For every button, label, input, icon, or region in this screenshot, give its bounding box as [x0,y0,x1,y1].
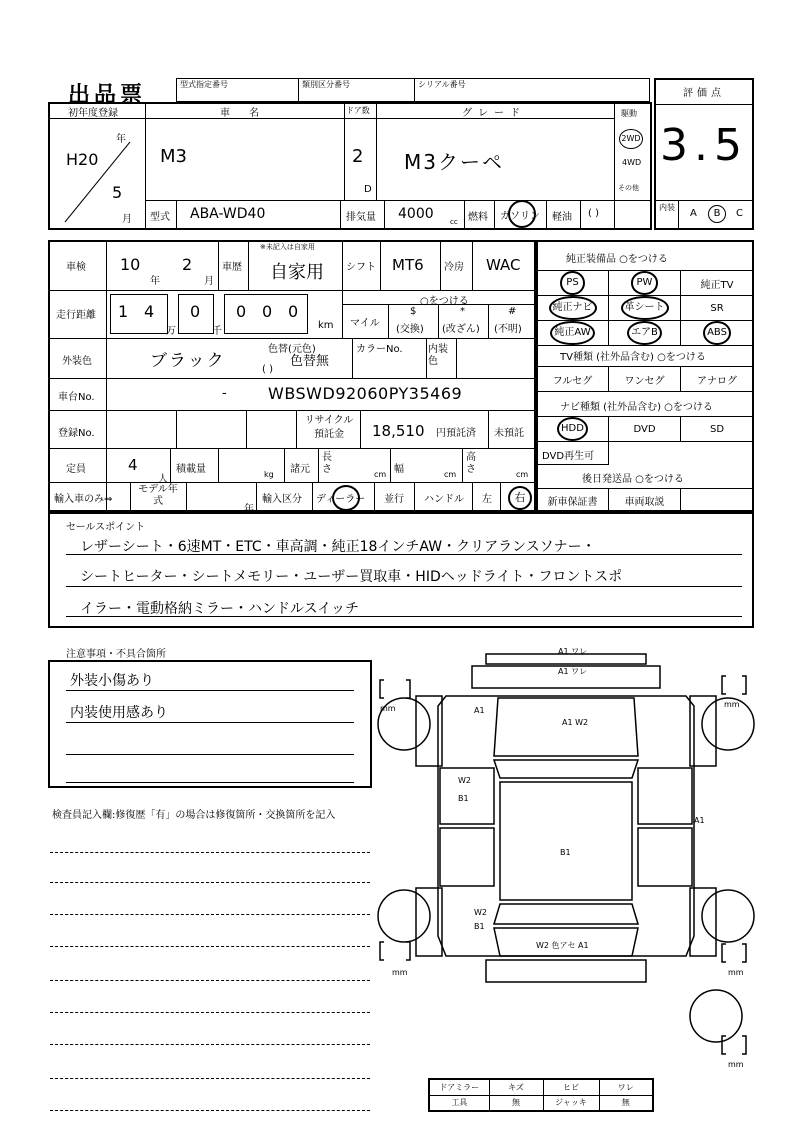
tools-label: 工具 [429,1095,489,1111]
grade-label: グレード [462,108,526,119]
later-shipping-title: 後日発送品 ○をつける [582,474,684,485]
tools-value: 無 [489,1095,543,1111]
later-shipping-table [536,488,754,512]
repaint-original: ( ) [262,364,273,375]
displacement-value: 4000 [398,206,434,222]
tire-rl-unit: mm [392,968,408,977]
mark-rear-quarter-b1: B1 [474,922,485,931]
year-unit: 年 [116,134,126,145]
car-name: M3 [160,146,187,167]
import-category-label: 輸入区分 [262,494,302,505]
mileage-sen-unit: 千 [212,326,222,337]
chassis-label: 車台No. [58,392,95,403]
exchange-option[interactable]: (交換) [396,324,424,335]
note-line-4 [66,782,354,783]
model-year-unit: 年 [244,504,254,515]
drive-2wd[interactable]: 2WD [619,129,643,149]
displacement-unit: cc [450,218,458,226]
type-designation-field[interactable]: 型式指定番号 [177,79,299,102]
top-fields-table [176,78,650,102]
mileage-digit-6: 0 [288,302,299,321]
doors-value: 2 [352,146,364,167]
unknown-option[interactable]: (不明) [494,324,522,335]
mile-option[interactable]: マイル [350,318,380,329]
equip-leather-seat[interactable]: 革シート [621,296,669,320]
shaken-year-unit: 年 [150,276,160,287]
navi-hdd[interactable]: HDD [557,417,588,441]
navi-sd[interactable]: SD [681,417,754,442]
equip-pw[interactable]: PW [631,271,659,295]
model-label: 型式 [150,212,170,223]
mileage-digit-1: 1 [118,302,129,321]
drive-label: 駆動 [621,109,637,118]
doors-suffix: D [364,184,372,195]
mark-right-side: A1 [694,816,705,825]
history-label: 車歴 [222,262,242,273]
note-line-1: 外装小傷あり [70,673,154,689]
altered-symbol: * [460,306,465,317]
equip-aw[interactable]: 純正AW [550,321,594,345]
mileage-digit-4: 0 [236,302,247,321]
recycle-not-deposited[interactable]: 未預託 [494,428,524,439]
equipment-title: 純正装備品 ○をつける [566,254,668,265]
history-note: ※未記入は自家用 [260,243,315,251]
aircon-value: WAC [486,256,521,274]
mileage-digit-5: 0 [262,302,273,321]
handle-right[interactable]: 右 [508,486,532,510]
registration-label: 登録No. [58,428,95,439]
handle-left[interactable]: 左 [482,494,492,505]
shift-label: シフト [346,262,376,273]
later-manual[interactable]: 車両取説 [609,489,681,512]
mark-rear-quarter-w2: W2 [474,908,487,917]
first-reg-year: H20 [66,150,99,169]
drive-other[interactable]: その他 [618,184,639,192]
doors-label: ドア数 [346,106,370,115]
load-label: 積載量 [176,464,206,475]
tv-oneseg[interactable]: ワンセグ [609,367,681,392]
first-reg-month: 5 [112,183,123,202]
chassis-number: WBSWD92060PY35469 [268,384,463,403]
mark-hood: A1 W2 [562,718,589,727]
navi-dvd[interactable]: DVD [609,417,681,442]
jack-label: ジャッキ [543,1095,599,1111]
interior-grade-c[interactable]: C [736,208,743,219]
equip-navi[interactable]: 純正ナビ [549,296,597,320]
mark-front-fender-left: A1 [474,706,485,715]
jack-value: 無 [599,1095,653,1111]
handle-label: ハンドル [424,494,464,505]
equip-tv[interactable]: 純正TV [681,271,754,296]
score-box [654,78,754,230]
exterior-color-label: 外装色 [62,356,92,367]
width-unit: cm [444,470,457,479]
capacity-value: 4 [128,456,138,474]
note-line-3 [66,754,354,755]
recycle-value: 18,510 [372,422,425,440]
equipment-table [536,270,754,346]
score-label: 評価点 [683,88,725,99]
fuel-gasoline[interactable]: ガソリン [500,211,540,222]
model-year-label: モデル年式 [138,484,178,507]
repaint-value: 色替無 [290,354,330,369]
color-no-label: カラーNo. [356,344,403,355]
first-reg-label: 初年度登録 [68,108,118,119]
mark-front-bumper-1: A1 ワレ [558,647,588,656]
tv-fullseg[interactable]: フルセグ [537,367,609,392]
height-unit: cm [516,470,529,479]
mileage-digit-3: 0 [190,302,201,321]
equip-airbag[interactable]: エアB [627,321,662,345]
notes-label: 注意事項・不具合箇所 [66,649,166,660]
interior-color-label: 内装色 [428,344,448,367]
shaken-label: 車検 [66,262,86,273]
model-value: ABA-WD40 [190,206,266,222]
shift-value: MT6 [392,256,424,274]
interior-grade-a[interactable]: A [690,208,697,219]
serial-number-field[interactable]: シリアル番号 [415,79,650,102]
length-unit: cm [374,470,387,479]
fuel-label: 燃料 [468,212,488,223]
import-parallel[interactable]: 並行 [384,494,404,505]
interior-grade-label: 内装 [659,203,675,212]
length-label: 長さ [322,452,332,475]
tv-analog[interactable]: アナログ [681,367,754,392]
later-warranty[interactable]: 新車保証書 [537,489,609,512]
mark-roof: B1 [560,848,571,857]
mileage-mark-note: ○をつける [420,296,469,307]
mark-front-door-left-b1: B1 [458,794,469,803]
altered-option[interactable]: (改ざん) [442,324,480,335]
mark-trunk: W2 色アセ A1 [536,941,589,950]
chassis-dash: - [222,386,227,401]
sales-line-3: イラー・電動格納ミラー・ハンドルスイッチ [80,601,360,617]
tv-type-table [536,366,754,392]
legend-table [428,1078,654,1112]
month-unit: 月 [122,214,132,225]
equip-abs[interactable]: ABS [703,321,731,345]
mileage-label: 走行距離 [56,310,96,321]
shaken-year: 10 [120,255,141,274]
grade-value: M3クーペ [404,150,504,174]
shaken-month: 2 [182,255,193,274]
width-label: 幅 [394,464,404,475]
note-line-2: 内装使用感あり [70,705,168,721]
category-number-field[interactable]: 類別区分番号 [299,79,415,102]
mileage-unit: km [318,320,334,331]
form-title: 出品票 [68,83,147,108]
import-dealer[interactable]: ディーラー [316,494,366,505]
import-only-label: 輸入車のみ⇒ [54,494,113,505]
drive-4wd[interactable]: 4WD [622,158,642,167]
sales-line-2: シートヒーター・シートメモリー・ユーザー買取車・HIDヘッドライト・フロントスポ [80,569,623,585]
dims-label: 諸元 [290,464,310,475]
tire-rr-unit: mm [728,968,744,977]
inspector-label: 検査員記入欄:修復歴「有」の場合は修復箇所・交換箇所を記入 [52,810,336,821]
load-unit: kg [264,470,274,479]
mark-front-door-left-w2: W2 [458,776,471,785]
mark-front-bumper-2: A1 ワレ [558,667,588,676]
mileage-man-unit: 万 [166,326,176,337]
repaint-label: 色替(元色) [268,344,316,355]
tire-fl-unit: mm [380,704,396,713]
legend-crack: ヒビ [543,1079,599,1095]
legend-scratch: キズ [489,1079,543,1095]
height-label: 高さ [466,452,476,475]
interior-grade-b[interactable]: B [708,205,726,223]
legend-mirror: ドアミラー [429,1079,489,1095]
fuel-other[interactable]: ( ) [588,208,599,219]
capacity-unit: 人 [158,474,168,485]
history-value: 自家用 [270,262,324,283]
legend-break: ワレ [599,1079,653,1095]
exchange-symbol: $ [410,306,417,317]
spare-tire-unit: mm [728,1060,744,1069]
displacement-label: 排気量 [346,212,376,223]
sales-line-1: レザーシート・6速MT・ETC・車高調・純正18インチAW・クリアランスソナー・ [80,539,596,555]
dvd-playable[interactable]: DVD再生可 [542,451,595,462]
recycle-deposited[interactable]: 円預託済 [436,428,476,439]
mileage-digit-2: 4 [144,302,155,321]
fuel-diesel[interactable]: 軽油 [552,212,572,223]
car-name-label: 車 名 [220,108,268,119]
aircon-label: 冷房 [444,262,464,273]
exterior-color-value: ブラック [150,351,226,371]
capacity-label: 定員 [66,464,86,475]
score-value: 3.5 [660,120,748,171]
shaken-month-unit: 月 [204,276,214,287]
navi-type-title: ナビ種類 (社外品含む) ○をつける [560,402,713,413]
sales-point-label: セールスポイント [66,522,146,533]
navi-type-table [536,416,754,442]
unknown-symbol: # [508,306,517,317]
dealer-circle [332,485,360,511]
recycle-label: リサイクル預託金 [304,415,354,440]
tv-type-title: TV種類 (社外品含む) ○をつける [560,352,706,363]
tire-fr-unit: mm [724,700,740,709]
equip-sr[interactable]: SR [681,296,754,321]
fuel-gasoline-circle [508,200,536,228]
equip-ps[interactable]: PS [560,271,584,295]
